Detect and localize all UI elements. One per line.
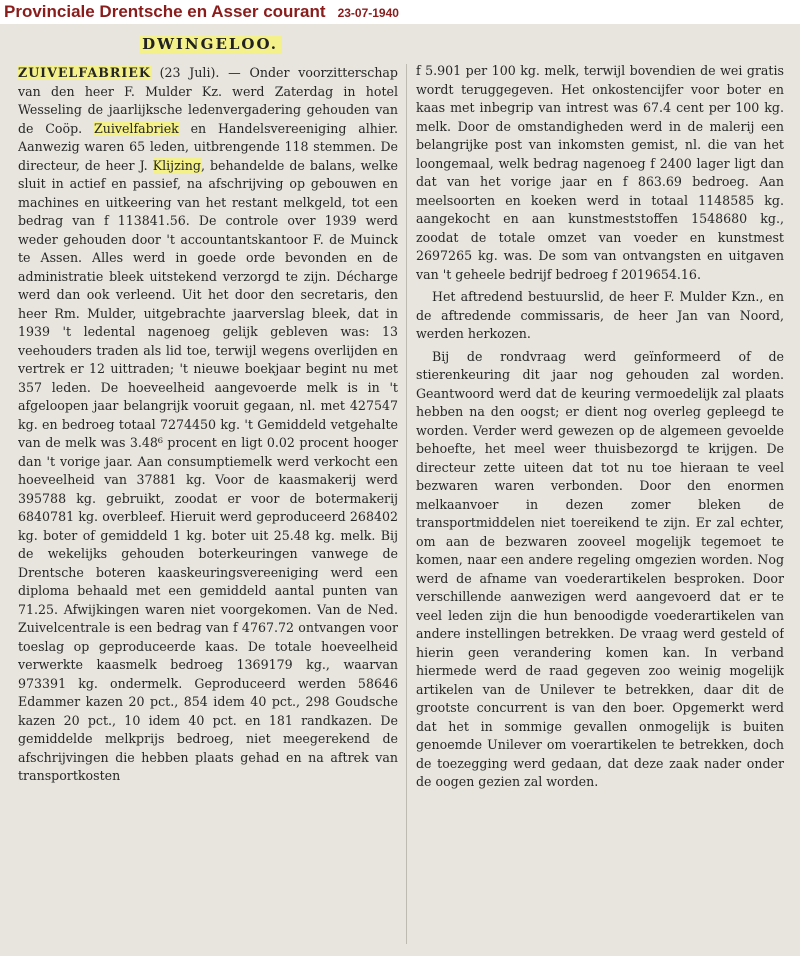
lead-keyword: ZUIVELFABRIEK [18,65,151,80]
left-paragraph-1 [18,64,398,786]
publication-date: 23-07-1940 [337,6,399,20]
left-text-a: (23 Juli). — Onder voorzitterschap van den heer F. Mulder Kz. werd Zaterdag in hotel Wesseling de jaarlijksche ledenvergadering gehouden van de Coöp. [18,65,398,136]
article-heading [120,34,300,54]
right-paragraph-3: Bij de rondvraag werd geïnformeerd of de stierenkeuring dit jaar nog gehouden zal worden. Geantwoord werd dat de keuring vermoedelijk zal plaats hebben na den oogst; er dient nog overleg gepleegd te worden. Verder werd gewezen op de algemeen gevoelde behoefte, het meel weer thuisbezorgd te krijgen. De directeur zette uiteen dat tot nu toe hieraan te veel bezwaren waren verbonden. Door den enormen melkaanvoer in dezen zomer bleken de transportmiddelen niet toereikend te zijn. Er zal echter, om aan de bezwaren zooveel mogelijk tegemoet te komen, naar een andere regeling omgezien worden. Nog werd de afname van voederartikelen besproken. Door verschillende aanwezigen werd aangevoerd dat er te veel leden zijn die hun benoodigde voederartikelen van andere instellingen betrekken. De vraag werd gesteld of hierin geen verandering komen kan. In verband hiermede werd de raad gegeven zoo weinig mogelijk artikelen van de Unilever te betrekken, daar dit de grootste concurrent is van den boer. Opgemerkt werd dat het in sommige gevallen onmogelijk is buiten genoemde Unilever om voerartikelen te betrekken, doch de toezegging werd gedaan, dat deze zaak nader onder de oogen gezien zal worden. [416,348,784,789]
column-divider [406,64,407,944]
publication-title: Provinciale Drentsche en Asser courant [4,2,326,21]
right-paragraph-1: f 5.901 per 100 kg. melk, terwijl bovendien de wei gratis wordt teruggegeven. Het onkostencijfer voor boter en kaas met inbegrip van intrest was 67.4 cent per 100 kg. melk. Door de omstandigheden werd in de malerij een belangrijke post van inkomsten gemist, nl. die van het loongemaal, welk bedrag nagenoeg f 2400 lager ligt dan dat van het vorige jaar en f 863.69 bedroeg. Aan meelsoorten en koeken werd in totaal 1148585 kg. aangekocht en aan kunstmeststoffen 1548680 kg., zoodat de totale omzet van voeder en kunstmest 2697265 kg. was. De som van ontvangsten en uitgaven van 't geheele bedrijf bedroeg f 2019654.16. [416,63,784,282]
right-column [416,62,784,947]
page-header [0,0,800,24]
right-paragraph-2: Het aftredend bestuurslid, de heer F. Mulder Kzn., en de aftredende commissaris, de heer Jan van Noord, werden herkozen. [416,289,784,341]
left-text-c: , behandelde de balans, welke sluit in actief en passief, na afschrijving op gebouwen en machines en uitkeering van het restant melkgeld, tot een bedrag van f 113841.56. De controle over 1939 werd weder gehouden door 't accountantskantoor F. de Muinck te Assen. Alles werd in goede orde bevonden en de administratie bleek uitstekend verzorgd te zijn. Décharge werd dan ook verleend. Uit het door den secretaris, den heer Rm. Mulder, uitgebrachte jaarverslag bleek, dat in 1939 't ledental nagenoeg gelijk gebleven was: 13 veehouders traden als lid toe, terwijl wegens overlijden en vertrek er 12 uittraden; 't nieuwe boekjaar begint nu met 357 leden. De hoeveelheid aangevoerde melk is in 't afgeloopen jaar belangrijk vooruit gegaan, nl. met 427547 kg. en bedroeg totaal 7274450 kg. 't Gemiddeld vetgehalte van de melk was 3.48⁶ procent en ligt 0.02 procent hooger dan 't vorige jaar. Aan consumptiemelk werd verkocht een hoeveelheid van 37881 kg. Voor de kaasmakerij werd 395788 kg. gebruikt, zoodat er voor de botermakerij 6840781 kg. overbleef. Hieruit werd geproduceerd 268402 kg. boter of gemiddeld 1 kg. boter uit 25.48 kg. melk. Bij de wekelijks gehouden boterkeuringen vanwege de Drentsche boteren kaaskeuringsvereeniging werd een diploma behaald met een gemiddeld aantal punten van 71.25. Afwijkingen waren niet voorgekomen. Van de Ned. Zuivelcentrale is een bedrag van f 4767.72 ontvangen voor toeslag op geproduceerde kaas. De totale hoeveelheid verwerkte kaasmelk bedroeg 1369179 kg., waarvan 973391 kg. ondermelk. Geproduceerd werden 58646 Edammer kazen 20 pct., 854 idem 40 pct., 298 Goudsche kazen 20 pct., 10 idem 40 pct. en 181 randkazen. De gemiddelde melkprijs bedroeg, niet meegerekend de afschrijvingen die hebben plaats gehad en na aftrek van transportkosten [18,157,398,783]
left-column [18,64,398,949]
newspaper-clipping [0,24,800,956]
left-text-b: en Handelsvereeniging alhier. Aanwezig waren 65 leden, uitbrengende 118 stemmen. De directeur, de heer J. [18,120,398,173]
article-heading-text: DWINGELOO. [139,35,281,53]
highlight-zuivelfabriek: Zuivelfabriek [93,120,179,136]
highlight-klijzing: Klijzing [152,157,201,173]
